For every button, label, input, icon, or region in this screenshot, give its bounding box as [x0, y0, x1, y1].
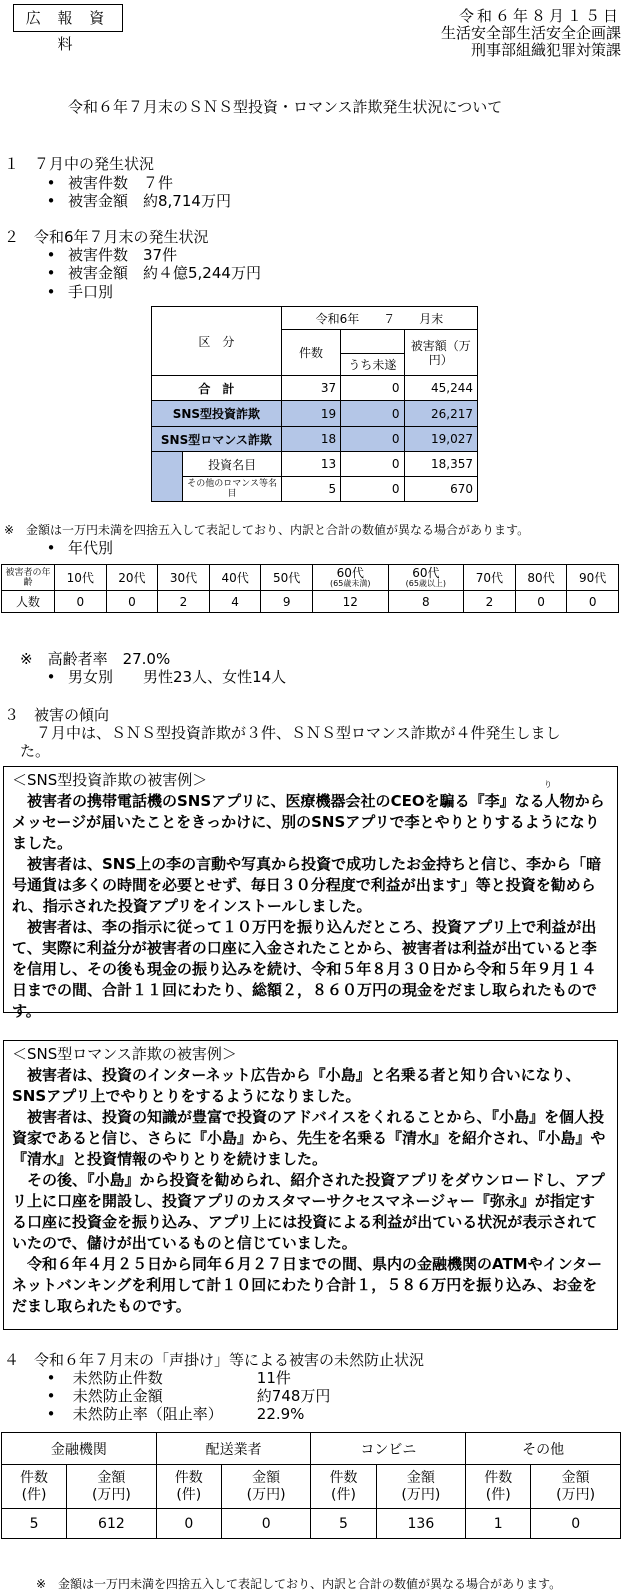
- age-header-row: [2, 565, 619, 591]
- amount-sub-header: [531, 1465, 621, 1509]
- value-cell: 5: [2, 1509, 67, 1539]
- value-cell: 1: [466, 1509, 531, 1539]
- sub-header-unit: (万円): [91, 1486, 131, 1503]
- cell: 670: [404, 477, 477, 502]
- section2-item: • 被害件数 37件: [34, 246, 177, 264]
- age-value-cell: 0: [567, 591, 619, 613]
- section2-heading: ２ 令和6年７月末の発生状況: [4, 228, 209, 246]
- example-paragraph: 令和６年４月２５日から同年６月２７日までの間、県内の金融機関のATMやインターネットバンキングを利用して計１０回にわたり合計１，５８６万円を振り込み、お金をだまし取られたものです。: [12, 1255, 603, 1315]
- cell: 37: [281, 376, 340, 401]
- age-value-cell: 0: [515, 591, 567, 613]
- amount-sub-header: [376, 1465, 466, 1509]
- cell: 18: [281, 427, 340, 452]
- col-attempted: うち未遂: [341, 354, 404, 376]
- value-cell: 5: [311, 1509, 376, 1539]
- release-date: 令和６年８月１５日: [458, 7, 621, 25]
- col-amount: 被害額（万円）: [404, 330, 477, 376]
- age-label: 50代: [273, 570, 301, 585]
- age-label: 60代: [412, 565, 440, 580]
- cell: 45,244: [404, 376, 477, 401]
- item-value: 約748万円: [256, 1387, 331, 1405]
- example-paragraph: 被害者の携帯電話機のSNSアプリに、医療機器会社のCEOを騙る『李』なる人物からメッセージが届いたことをきっかけに、別のSNSアプリで李とやりとりするようになりました。: [12, 792, 605, 852]
- age-header-cell: [261, 565, 313, 591]
- age-header-cell: [567, 565, 619, 591]
- group-header: 配送業者: [156, 1433, 311, 1465]
- age-row-label: 被害者の年齢: [2, 565, 55, 591]
- value-cell: 0: [531, 1509, 621, 1539]
- age-heading: • 年代別: [34, 539, 113, 557]
- cell: 5: [281, 477, 340, 502]
- header-dates: [441, 8, 621, 59]
- row-label: その他のロマンス等名目: [183, 477, 281, 502]
- table-row: [152, 477, 478, 502]
- group-header: その他: [466, 1433, 621, 1465]
- example-paragraph: 被害者は、投資の知識が豊富で投資のアドバイスをくれることから、『小島』を個人投資家であると信じ、さらに『小島』から、先生を名乗る『清水』を紹介され、『小島』や『清水』と投資情報のやりとりを続けました。: [12, 1108, 606, 1168]
- count-sub-header: [2, 1465, 67, 1509]
- sub-header-label: 金額: [97, 1469, 126, 1486]
- prevention-table: [1, 1432, 621, 1539]
- age-label: 70代: [475, 570, 504, 585]
- section2-item: • 手口別: [34, 283, 113, 301]
- item-value: 22.9%: [256, 1405, 305, 1423]
- sub-header-row: [2, 1465, 621, 1509]
- age-header-cell: [312, 565, 388, 591]
- section4-heading: ４ 令和６年７月末の「声掛け」等による被害の未然防止状況: [4, 1351, 425, 1369]
- count-sub-header: [156, 1465, 221, 1509]
- col-count: 件数: [281, 330, 340, 376]
- value-cell: 0: [221, 1509, 311, 1539]
- example-paragraph: その後、『小島』から投資を勧められ、紹介された投資アプリをダウンロードし、アプリ上に口座を開設し、投資アプリのカスタマーサクセスマネージャー『弥永』が指定する口座に投資金を振り込み、アプリ上には投資による利益が出ている状況が表示されていたので、儲けが出ているものと信じていました。: [12, 1171, 605, 1252]
- row-label: SNS型ロマンス詐欺: [152, 427, 282, 452]
- col-category: 区 分: [152, 307, 282, 376]
- age-label: 60代: [336, 565, 364, 580]
- prevention-item: [34, 1387, 330, 1405]
- department-2: 刑事部組織犯罪対策課: [470, 41, 621, 59]
- age-value-row: [2, 591, 619, 613]
- example-paragraph: 被害者は、SNS上の李の言動や写真から投資で成功したお金持ちと信じ、李から「暗号通貨は多くの時間を必要とせず、毎日３０分程度で利益が出ます」等と投資を勧められ、指示された投資アプリをインストールしました。: [12, 855, 602, 915]
- amount-note: ※ 金額は一万円未満を四捨五入して表記しており、内訳と合計の数値が異なる場合があります。: [4, 523, 530, 537]
- method-table: [151, 306, 478, 502]
- item-label: 未然防止率（阻止率）: [72, 1405, 223, 1423]
- item-label: 未然防止件数: [72, 1369, 163, 1387]
- value-cell: 0: [156, 1509, 221, 1539]
- example-paragraph: 被害者は、投資のインターネット広告から『小島』と名乗る者と知り合いになり、SNSアプリ上でやりとりをするようになりました。: [12, 1066, 581, 1105]
- value-row: [2, 1509, 621, 1539]
- gender-breakdown: • 男女別 男性23人、女性14人: [34, 668, 286, 686]
- trend-line-2: た。: [20, 742, 51, 760]
- row-label: SNS型投資詐欺: [152, 401, 282, 427]
- amount-note-2: ※ 金額は一万円未満を四捨五入して表記しており、内訳と合計の数値が異なる場合があります。: [36, 1577, 562, 1591]
- example-paragraph: 被害者は、李の指示に従って１０万円を振り込んだところ、投資アプリ上で利益が出て、実際に利益分が被害者の口座に入金されたことから、被害者は利益が出ていると李を信用し、その後も現金の振り込みを続け、令和５年８月３０日から令和５年９月１４日までの間、合計１１回にわたり、総額２，８６０万円の現金をだまし取られたものです。: [12, 918, 598, 1020]
- page-title: 令和６年７月末のＳＮＳ型投資・ロマンス詐欺発生状況について: [68, 98, 503, 116]
- sub-header-unit: (件): [176, 1486, 202, 1503]
- sub-header-label: 件数: [20, 1469, 49, 1486]
- cell: 18,357: [404, 452, 477, 477]
- sub-header-unit: (万円): [556, 1486, 596, 1503]
- age-label: 80代: [527, 570, 555, 585]
- sub-header-unit: (件): [485, 1486, 511, 1503]
- ruby-annotation: り: [544, 780, 552, 789]
- age-table: [1, 564, 619, 613]
- table-row: [152, 427, 478, 452]
- age-header-cell: [464, 565, 516, 591]
- age-value-cell: 2: [464, 591, 516, 613]
- row-label: 合 計: [152, 376, 282, 401]
- row-label: 投資名目: [183, 452, 281, 477]
- sub-header-unit: (万円): [246, 1486, 286, 1503]
- age-sub-label: (65歳以上): [405, 578, 447, 588]
- amount-sub-header: [221, 1465, 311, 1509]
- cell: 19: [281, 401, 340, 427]
- example-title: ＜SNS型ロマンス詐欺の被害例＞: [12, 1045, 237, 1063]
- age-label: 10代: [66, 570, 94, 585]
- age-value-cell: 0: [55, 591, 107, 613]
- item-label: 未然防止金額: [72, 1387, 163, 1405]
- section1-item: • 被害件数 ７件: [34, 174, 173, 192]
- age-header-cell: [515, 565, 567, 591]
- investment-fraud-example: [3, 766, 618, 1020]
- age-sub-label: (65歳未満): [330, 578, 371, 588]
- section1-heading: １ ７月中の発生状況: [4, 155, 155, 173]
- age-value-cell: 2: [158, 591, 210, 613]
- count-sub-header: [311, 1465, 376, 1509]
- age-header-cell: [209, 565, 261, 591]
- table-row: [152, 401, 478, 427]
- elderly-rate: ※ 高齢者率 27.0%: [20, 650, 171, 668]
- prevention-item: [34, 1369, 291, 1387]
- group-header: 金融機関: [2, 1433, 157, 1465]
- age-label: 40代: [221, 570, 249, 585]
- press-release-badge: 広 報 資 料: [13, 4, 123, 32]
- romance-fraud-example: [3, 1040, 618, 1330]
- sub-header-label: 金額: [252, 1469, 281, 1486]
- group-header: コンビニ: [311, 1433, 466, 1465]
- section1-item: • 被害金額 約8,714万円: [34, 192, 231, 210]
- age-header-cell: [55, 565, 107, 591]
- sub-header-unit: (件): [331, 1486, 356, 1503]
- table-row: [152, 452, 478, 477]
- age-value-cell: 4: [209, 591, 261, 613]
- sub-header-label: 件数: [329, 1469, 358, 1486]
- value-cell: 612: [67, 1509, 157, 1539]
- age-label: 20代: [118, 570, 146, 585]
- section3-heading: ３ 被害の傾向: [4, 706, 110, 724]
- sub-header-unit: (万円): [401, 1486, 441, 1503]
- count-sub-header: [466, 1465, 531, 1509]
- period-header: 令和6年 ７ 月末: [281, 307, 477, 330]
- table-row: [152, 376, 478, 401]
- cell: 0: [341, 401, 404, 427]
- prevention-item: [34, 1405, 304, 1423]
- sub-header-unit: (件): [21, 1486, 47, 1503]
- cell: 0: [341, 376, 404, 401]
- cell: 26,217: [404, 401, 477, 427]
- age-header-cell: [106, 565, 158, 591]
- amount-sub-header: [67, 1465, 157, 1509]
- value-cell: 136: [376, 1509, 466, 1539]
- section2-item: • 被害金額 約４億5,244万円: [34, 264, 261, 282]
- item-value: 11件: [256, 1369, 291, 1387]
- cell: 0: [341, 452, 404, 477]
- age-label: 30代: [169, 570, 198, 585]
- age-value-cell: 12: [312, 591, 388, 613]
- age-header-cell: [158, 565, 210, 591]
- age-label: 90代: [579, 570, 607, 585]
- sub-header-label: 件数: [174, 1469, 203, 1486]
- sub-header-label: 金額: [561, 1469, 590, 1486]
- example-title: ＜SNS型投資詐欺の被害例＞: [12, 771, 208, 789]
- sub-header-label: 金額: [406, 1469, 435, 1486]
- age-value-cell: 9: [261, 591, 313, 613]
- age-header-cell: [388, 565, 464, 591]
- cell: 0: [341, 427, 404, 452]
- cell: 19,027: [404, 427, 477, 452]
- count-row-label: 人数: [2, 591, 55, 613]
- department-1: 生活安全部生活安全企画課: [440, 24, 621, 42]
- cell: 13: [281, 452, 340, 477]
- cell: 0: [341, 477, 404, 502]
- age-value-cell: 0: [106, 591, 158, 613]
- group-header-row: [2, 1433, 621, 1465]
- age-value-cell: 8: [388, 591, 464, 613]
- sub-header-label: 件数: [484, 1469, 513, 1486]
- trend-line-1: ７月中は、ＳＮＳ型投資詐欺が３件、ＳＮＳ型ロマンス詐欺が４件発生しまし: [36, 724, 561, 742]
